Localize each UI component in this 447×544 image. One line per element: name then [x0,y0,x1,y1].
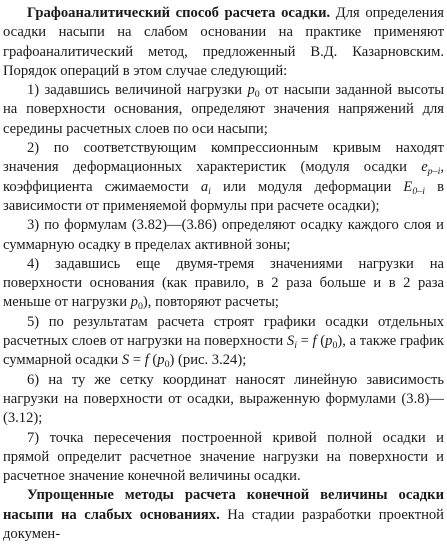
step-4-text-b: ), повторяют расчеты; [142,294,279,311]
step-1-text-a: 1) задавшись величиной нагрузки [27,82,248,99]
formula-si: $S_i = f$ $(p_0)$ [286,333,343,352]
step-2-text-d: в зависимости от применяемой формулы при расчете осадки); [3,178,444,214]
step-6-text: 6) на ту же сетку координат наносят линейную зависимость нагрузки на поверхности от осадки, выраженную формулами (3.8)—(3.12); [3,371,444,427]
step-5-text-a: 5) по результатам расчета строят графики осадки отдельных расчетных слоев от нагрузки на поверхности [3,313,444,350]
step-3-text: 3) по формулам (3.82)—(3.86) определяют осадку каждого слоя и суммарную осадку в пределах активной зоны; [3,217,444,253]
step-5 [3,313,444,371]
step-1 [3,81,444,139]
step-2-text-a: 2) по соответствующим компрессионным кривым находят значения деформационных характеристик (модуля осадки [3,140,444,176]
step-1-text-b: от насыпи заданной высоты на поверхности основания, определяют значения напряжений для середины расчетных слоев по оси насыпи; [3,82,444,137]
step-2-text-c: или модуля деформации [210,178,404,195]
symbol-E: $E_{0-i}$ [403,178,425,197]
step-4 [3,255,444,313]
step-7 [3,429,444,487]
step-5-text-c: (рис. 3.24); [174,352,247,369]
formula-s: S = f $(p_0)$ [121,352,175,371]
symbol-e: $e_{p-i}$ [421,159,441,178]
symbol-p0: $p_0$ [247,82,260,101]
step-5-text-b: , а также график суммарной осадки [3,333,444,369]
step-4-text-a: 4) задавшись еще двумя-тремя значениями нагрузки на поверхности основания (как правило, в 2 раза больше и в 2 раза меньше от нагрузки [3,255,444,311]
section-heading-graphoanalytic: Графоаналитический способ расчета осадки. [27,5,331,21]
step-3 [3,216,444,255]
paragraph-simplified-methods [3,486,444,544]
symbol-p0: $p_0$ [130,294,143,313]
step-6 [3,371,444,429]
symbol-a: $a_i$ [200,178,211,197]
step-2-text-b: , коэффициента сжимаемости [3,159,444,195]
step-2 [3,139,444,216]
paragraph-graphoanalytic-intro [3,4,444,81]
step-7-text: 7) точка пересечения построенной кривой полной осадки и прямой определит расчетное значение нагрузки на поверхности и расчетное значение конечной величины осадки. [3,429,444,485]
intro-text: Для определения осадки насыпи на слабом основании на практике применяют графоаналитический метод, предложенный В.Д. Казарновским. Порядок операций в этом случае следующий: [3,5,445,79]
simplified-text: На стадии разработки проектной докумен- [3,506,444,543]
section-heading-simplified: Упрощенные методы расчета конечной величины осадки насыпи на слабых основаниях. [3,487,444,523]
